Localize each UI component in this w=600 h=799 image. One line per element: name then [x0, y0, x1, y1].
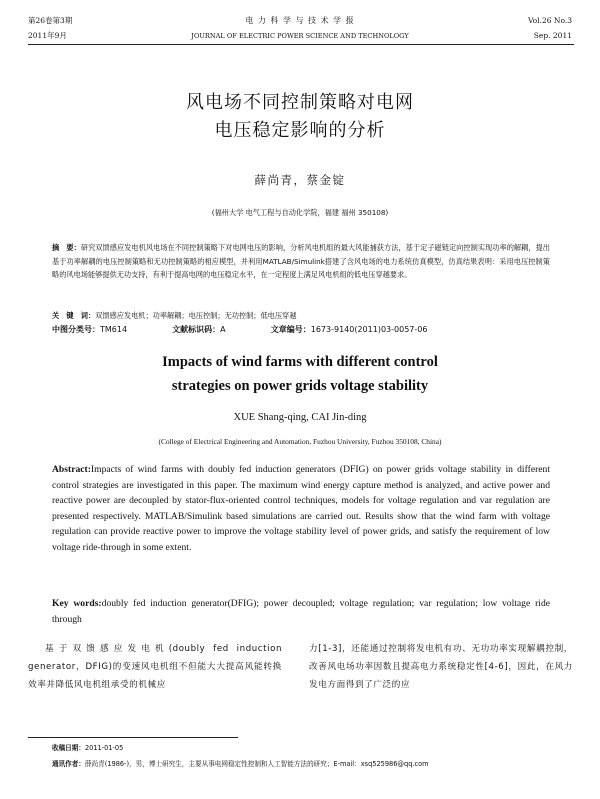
- keywords-en-text: doubly fed induction generator(DFIG); power decoupled; voltage regulation; var regulation; low voltage ride through: [52, 598, 550, 625]
- header-journal-cn: 电 力 科 学 与 技 术 学 报: [245, 16, 355, 25]
- title-en-line2: strategies on power grids voltage stability: [171, 378, 429, 394]
- art-label: 文章编号：: [270, 325, 311, 334]
- received-value: 2011-01-05: [84, 744, 124, 752]
- title-cn-line2: 电压稳定影响的分析: [214, 120, 386, 141]
- authors-cn: 薛尚青，蔡金锭: [254, 173, 346, 187]
- authors-en: XUE Shang-qing, CAI Jin-ding: [233, 412, 367, 423]
- affiliation-cn: (福州大学 电气工程与自动化学院，福建 福州 350108): [211, 208, 389, 217]
- abstract-en-label: Abstract:: [52, 464, 91, 475]
- classification-cn: [52, 323, 427, 337]
- body-left-column: 基于双馈感应发电机(doubly fed induction generator，DFIG)的变速风电机组不但能大大提高风能转换效率并降低风电机组承受的机械应: [28, 644, 282, 690]
- keywords-cn-label: 关 键 词：: [52, 311, 96, 320]
- abstract-cn-text: 研究双馈感应发电机风电场在不同控制策略下对电网电压的影响，分析风电机组的最大风能捕获方法，基于定子磁链定向控制实现功率的解耦，提出基于功率解耦的电压控制策略和无功控制策略的相应模型，并利用MATLAB/Simulink搭建了含风电场的电力系统仿真模型，仿真结果表明：采用电压控制策略的风电场能够提供无功支持，有利于提高电网的电压稳定水平，在一定程度上满足风电机组的低电压穿越要求。: [52, 243, 550, 279]
- keywords-cn: [52, 309, 296, 323]
- title-en-line1: Impacts of wind farms with different control: [162, 354, 438, 370]
- keywords-en-label: Key words:: [52, 598, 102, 609]
- clc-value: TM614: [100, 325, 128, 334]
- keywords-en: [52, 596, 550, 627]
- keywords-cn-text: 双馈感应发电机；功率解耦；电压控制；无功控制；低电压穿越: [95, 311, 297, 320]
- affiliation-en: (College of Electrical Engineering and Automation, Fuzhou University, Fuzhou 350108, China): [158, 437, 442, 446]
- abstract-cn-label: 摘 要：: [52, 243, 81, 252]
- footnote-rule: [28, 737, 238, 738]
- abstract-en: [52, 462, 550, 556]
- received-label: 收稿日期：: [52, 744, 85, 752]
- header-volume-cn: 第26卷第3期: [28, 16, 73, 25]
- title-cn-line1: 风电场不同控制策略对电网: [186, 92, 414, 113]
- footnote-received: [52, 743, 123, 755]
- abstract-en-text: Impacts of wind farms with doubly fed induction generators (DFIG) on power grids voltage stability in different control strategies are investigated in this paper. The maximum wind energy capture method is analyzed, and active power and reactive power are decoupled by stator-flux-oriented control techniques, models for voltage regulation and var regulation are presented respectively. MATLAB/Simulink based simulations are carried out. Results show that the wind farm with voltage regulation can provide reactive power to improve the voltage stability level of power grids, and satisfy the requirement of low voltage ride-through in some extent.: [52, 464, 550, 553]
- abstract-cn: [52, 241, 550, 282]
- art-value: 1673-9140(2011)03-0057-06: [310, 325, 428, 334]
- header-date-cn: 2011年9月: [28, 31, 67, 40]
- author-value: 薛尚青(1986-)，男，博士研究生，主要从事电网稳定性控制和人工智能方法的研究；E-mail：xsq525986@qq.com: [84, 760, 429, 768]
- doc-value: A: [220, 325, 226, 334]
- body-right-column: 力[1-3]，还能通过控制将发电机有功、无功功率实现解耦控制，改善风电场功率因数且提高电力系统稳定性[4-6]，因此，在风力发电方面得到了广泛的应: [309, 644, 573, 690]
- header-date-en: Sep. 2011: [533, 31, 572, 40]
- footnote-author: [52, 759, 429, 771]
- header-journal-en: JOURNAL OF ELECTRIC POWER SCIENCE AND TECHNOLOGY: [191, 32, 409, 40]
- header-rule: [28, 44, 574, 45]
- author-label: 通讯作者：: [52, 760, 85, 768]
- header-volume-en: Vol.26 No.3: [527, 16, 572, 25]
- doc-label: 文献标识码：: [172, 325, 221, 334]
- clc-label: 中图分类号：: [52, 325, 100, 334]
